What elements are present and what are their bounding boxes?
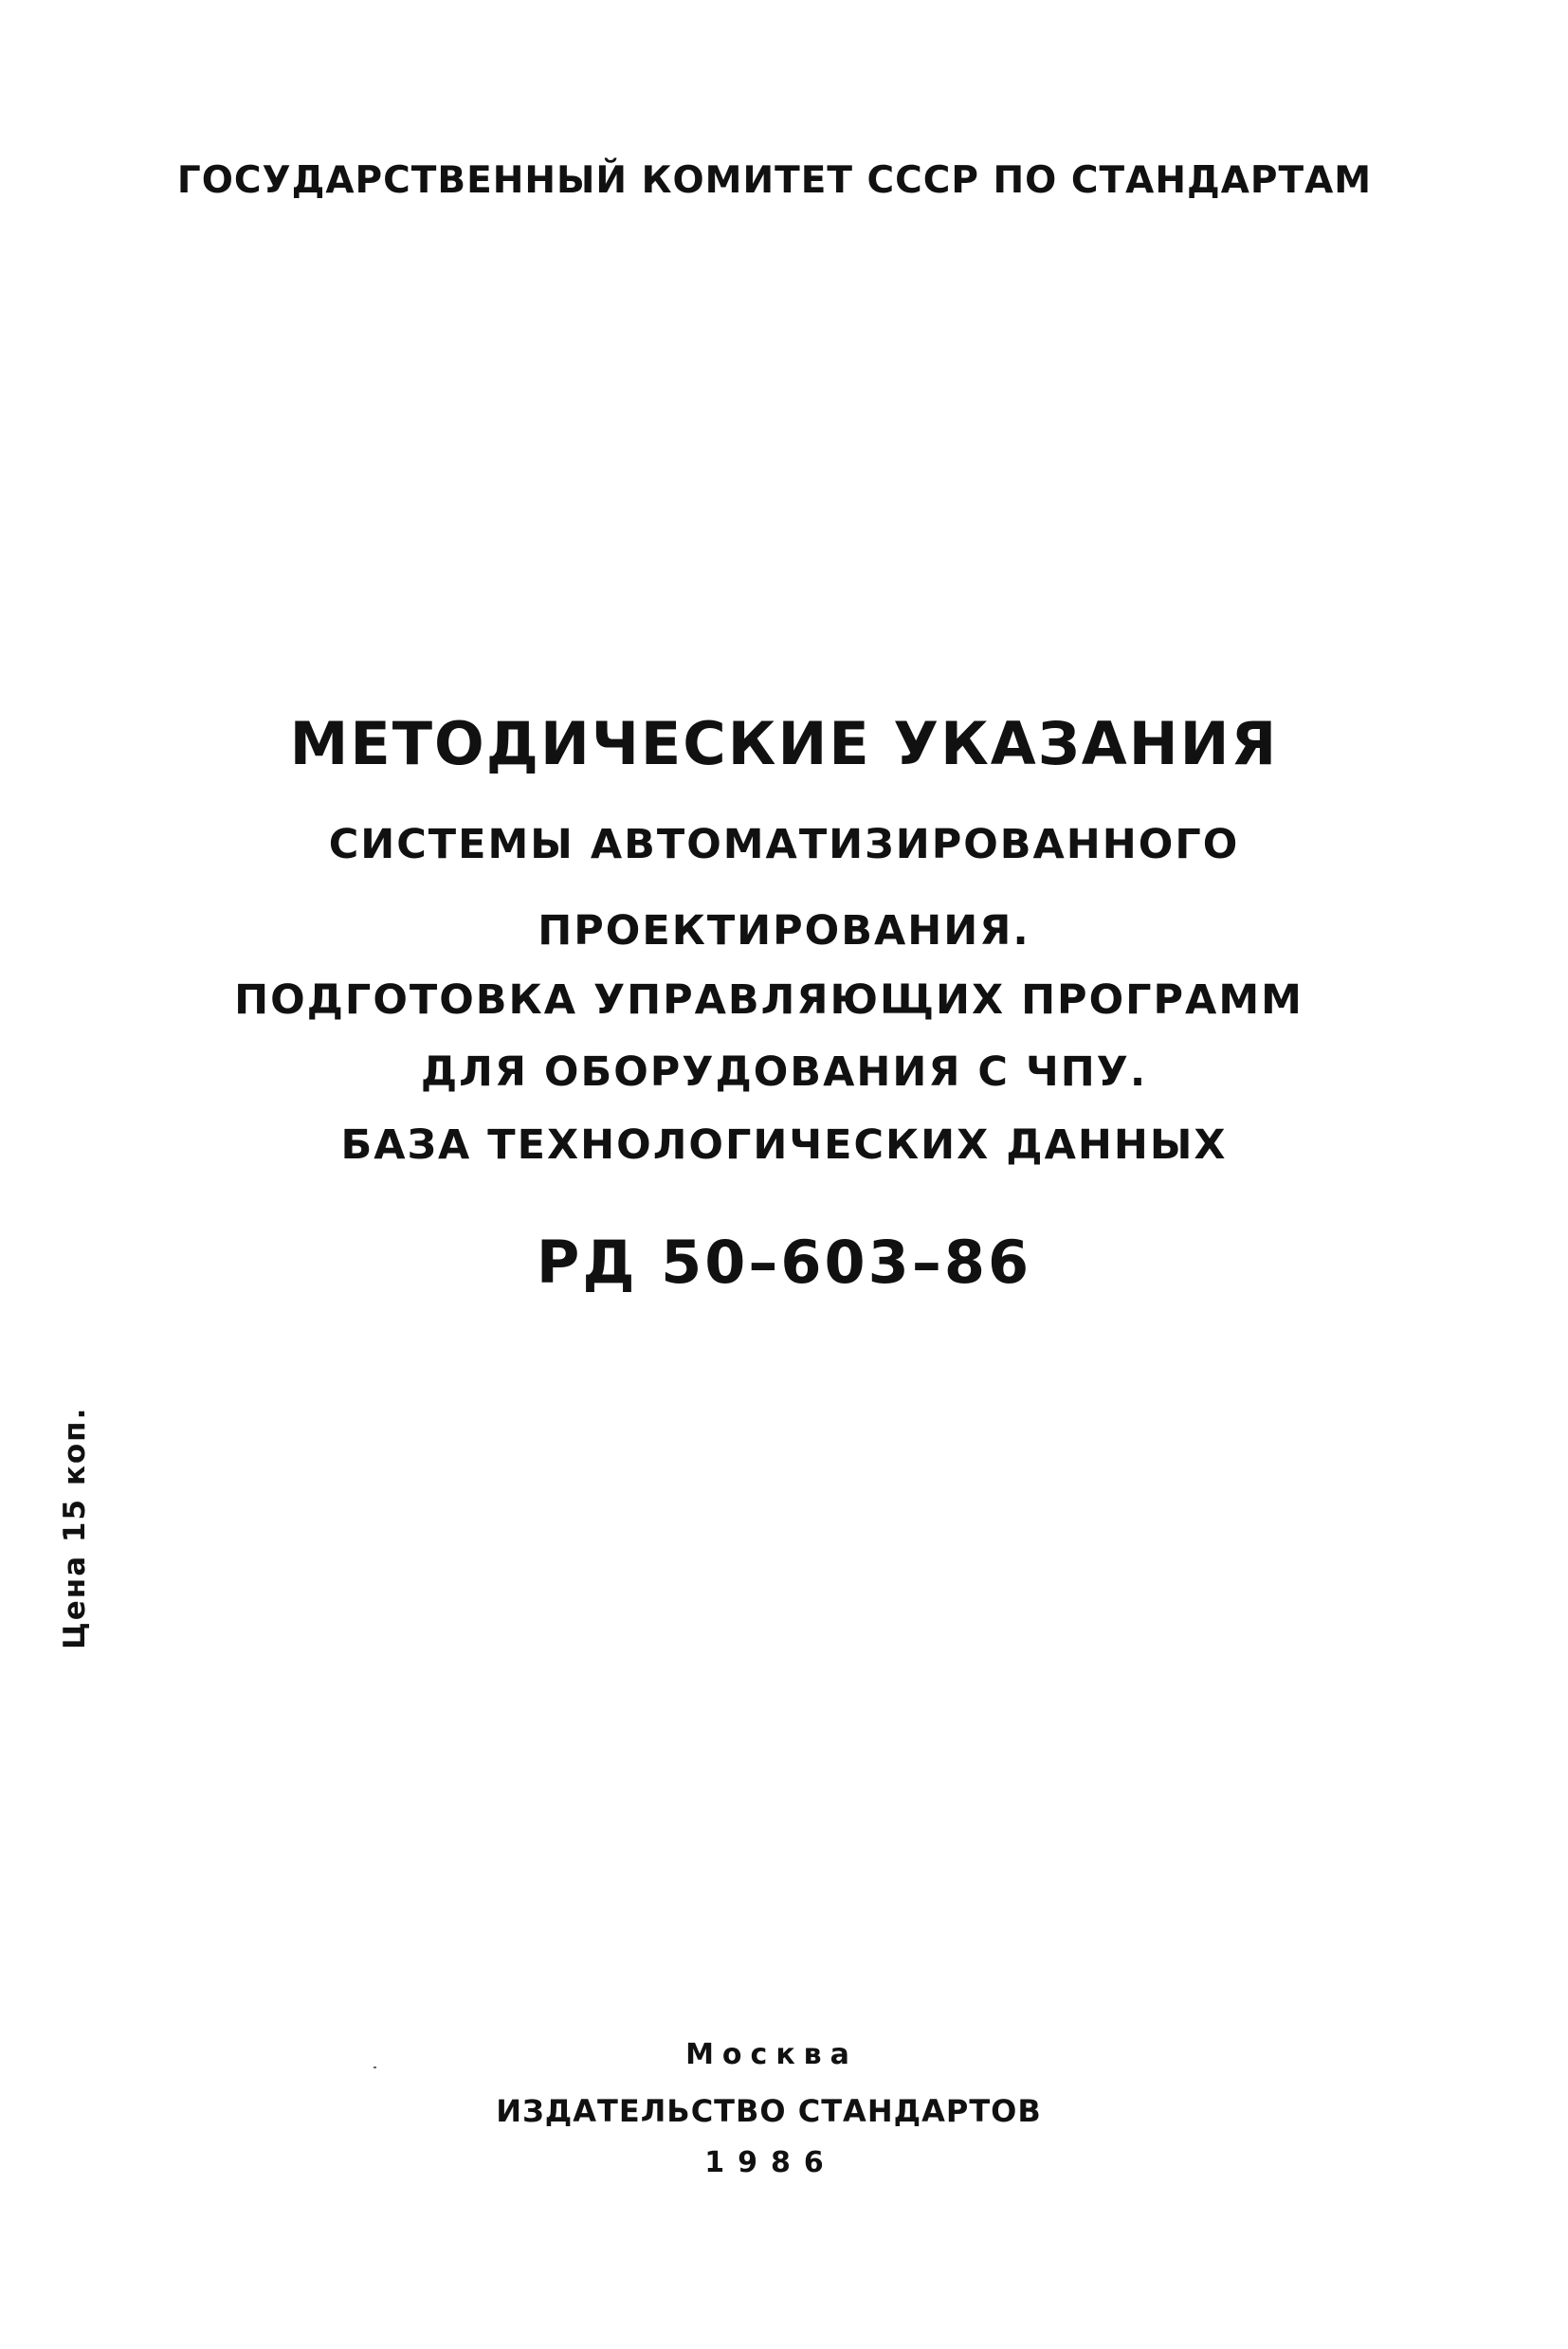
imprint-city: Москва [685, 2038, 858, 2071]
imprint-publisher: ИЗДАТЕЛЬСТВО СТАНДАРТОВ [496, 2093, 1042, 2129]
committee-heading: ГОСУДАРСТВЕННЫЙ КОМИТЕТ СССР ПО СТАНДАРТАМ [176, 159, 1373, 202]
imprint-year: 1986 [704, 2146, 837, 2179]
subtitle-line: ДЛЯ ОБОРУДОВАНИЯ С ЧПУ. [420, 1048, 1148, 1096]
document-type-title: МЕТОДИЧЕСКИЕ УКАЗАНИЯ [289, 709, 1279, 778]
subtitle-line: ПОДГОТОВКА УПРАВЛЯЮЩИХ ПРОГРАММ [234, 976, 1304, 1024]
subtitle-line: БАЗА ТЕХНОЛОГИЧЕСКИХ ДАННЫХ [340, 1121, 1228, 1169]
subtitle-line: ПРОЕКТИРОВАНИЯ. [538, 907, 1030, 955]
price-label: Цена 15 коп. [58, 1406, 92, 1649]
document-number: РД 50–603–86 [536, 1228, 1032, 1297]
subtitle-line: СИСТЕМЫ АВТОМАТИЗИРОВАННОГО [328, 821, 1240, 868]
